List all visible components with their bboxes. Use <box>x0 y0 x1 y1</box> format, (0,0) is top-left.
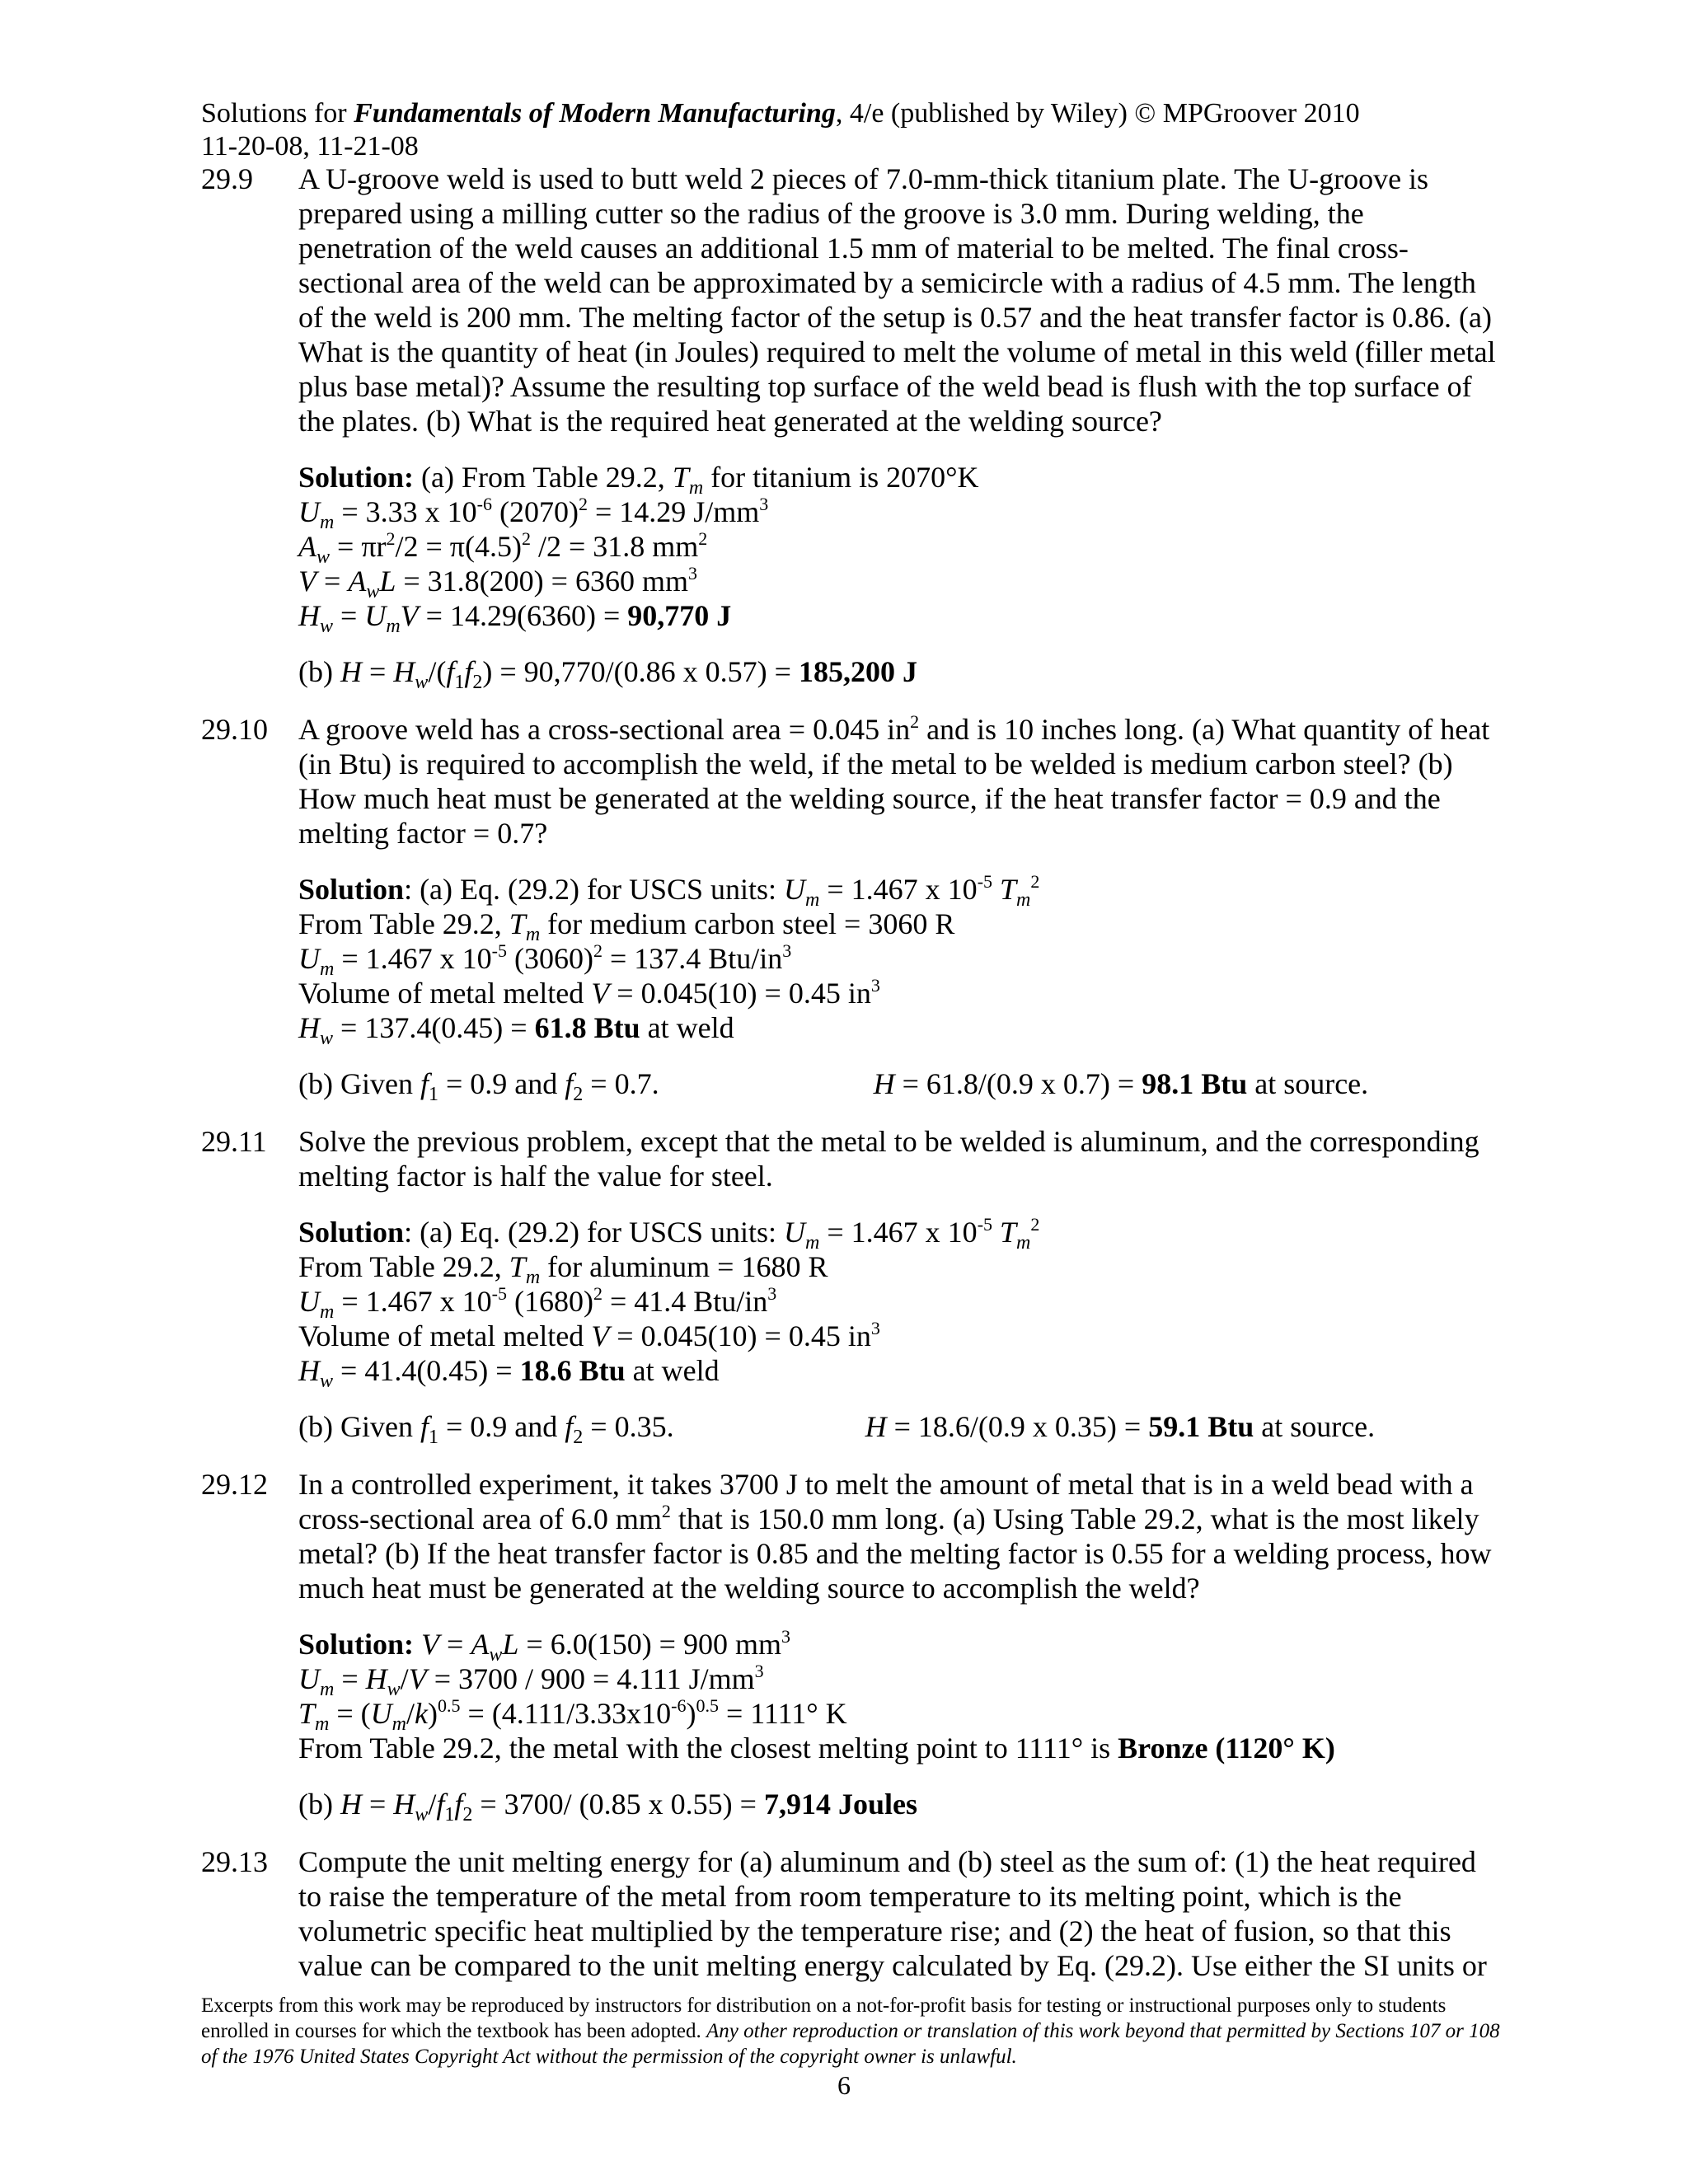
solution-block: Solution: $V = A_wL = 6.0(150) = 900$ $mm^3$ $U_m = H_w/V = 3700 / 900 = 4.111$ $J/mm^3$ $T_m = (U_m/k)^{0.5} = (4.111/3.33x10^{-6})^{0.5} = 1111^\circ$ K From Table 29.2, the metal with the closest melting point to 1111° is Bronze (1120° K) <box>298 1626 1335 1765</box>
solution-part-b: (b) Given $f_1 = 0.9$ and $f_2 = 0.7$. H = 61.8/(0.9 x 0.7) = 98.1 Btu at source. <box>298 1067 1369 1105</box>
answer-a: 90,770 J <box>627 599 732 632</box>
solution-label: Solution: <box>298 461 415 494</box>
problems-list <box>201 162 1503 1983</box>
solution-part-b: (b) $H = H_w/(f_1f_2) = 90,770/(0.86$ x 0.57) = 185,200 J <box>298 655 917 693</box>
answer-a: Bronze (1120° K) <box>1118 1732 1335 1765</box>
problem-statement: Solve the previous problem, except that the metal to be welded is aluminum, and the corresponding melting factor is half the value for steel. <box>298 1125 1479 1193</box>
solution-label: Solution: <box>298 1628 415 1661</box>
solution-block: Solution: (a) From Table 29.2, $T_m$ for titanium is 2070°K $U_m = 3.33$ x $10^{-6}$ $(2070)^2 = 14.29$ $J/mm^3$ $A_w = \pi r^2/2 = \pi(4.5)^2$ /2 = 31.8 $mm^2$ $V = A_wL = 31.8(200) = 6360$ $mm^3$ $H_w = U_mV = 14.29(6360) = 90,770$ J <box>298 461 979 637</box>
problem-29-12 <box>201 1467 1503 1844</box>
book-title: Fundamentals of Modern Manufacturing <box>354 98 836 129</box>
problem-statement: Compute the unit melting energy for (a) aluminum and (b) steel as the sum of: (1) the heat required to raise the temperature of the metal from room temperature to its melting point, which is the volumetric specific heat multiplied by the temperature rise; and (2) the heat of fusion, so that this value can be compared to the unit melting energy calculated by Eq. (29.2). Use either the SI units or <box>298 1845 1487 1982</box>
page-header <box>201 97 1360 163</box>
problem-statement: In a controlled experiment, it takes 3700 J to melt the amount of metal that is in a weld bead with a cross-sectional area of 6.0 $mm^2$ that is 150.0 mm long. (a) Using Table 29.2, what is the most likely metal? (b) If the heat transfer factor is 0.85 and the melting factor is 0.55 for a welding process, how much heat must be generated at the welding source to accomplish the weld? <box>298 1468 1492 1605</box>
problem-number: 29.11 <box>201 1125 267 1158</box>
page-number: 6 <box>837 2070 851 2100</box>
solution-part-b: (b) Given $f_1 = 0.9$ and $f_2 = 0.35$. H = 18.6/(0.9 x 0.35) = 59.1 Btu at source. <box>298 1410 1376 1448</box>
problem-29-10 <box>201 712 1503 1124</box>
problem-number: 29.13 <box>201 1845 268 1878</box>
solution-block: Solution: (a) Eq. (29.2) for USCS units: $U_m = 1.467$ x $10^{-5}$ $T_m^2$ From Table 29.2, $T_m$ for medium carbon steel = 3060 R $U_m = 1.467$ x $10^{-5}$ $(3060)^2 = 137.4$ Btu/$in^3$ Volume of metal melted V = 0.045(10) = 0.45 $in^3$ $H_w = 137.4(0.45) = 61.8$ Btu at weld <box>298 871 1040 1049</box>
problem-29-13 <box>201 1844 1503 1983</box>
answer-b: 7,914 Joules <box>763 1788 917 1821</box>
answer-b: 59.1 Btu <box>1148 1410 1254 1443</box>
header-dates: 11-20-08, 11-21-08 <box>201 131 419 162</box>
solution-label: Solution <box>298 1216 405 1249</box>
solution-label: Solution <box>298 873 405 906</box>
problem-number: 29.12 <box>201 1468 268 1501</box>
problem-29-9 <box>201 162 1503 712</box>
answer-a: 61.8 Btu <box>534 1011 640 1044</box>
problem-number: 29.9 <box>201 162 253 195</box>
header-title-line: Solutions for Fundamentals of Modern Manufacturing, 4/e (published by Wiley) © MPGroover 2010 <box>201 98 1360 129</box>
answer-a: 18.6 Btu <box>519 1354 626 1387</box>
answer-b: 98.1 Btu <box>1142 1067 1248 1100</box>
answer-b: 185,200 J <box>798 655 917 688</box>
copyright-footer: Excerpts from this work may be reproduced by instructors for distribution on a not-for-profit basis for testing or instructional purposes only to students enrolled in courses for which the textbook has been adopted. Any other reproduction or translation of this work beyond that permitted by Sections 107 or 108 of the 1976 United States Copyright Act without the permission of the copyright owner is unlawful. <box>201 1994 1500 2068</box>
problem-29-11 <box>201 1124 1503 1467</box>
solution-block: Solution: (a) Eq. (29.2) for USCS units: $U_m = 1.467$ x $10^{-5}$ $T_m^2$ From Table 29.2, $T_m$ for aluminum = 1680 R $U_m = 1.467$ x $10^{-5}$ $(1680)^2 = 41.4$ Btu/$in^3$ Volume of metal melted V = 0.045(10) = 0.45 $in^3$ $H_w = 41.4(0.45) = 18.6$ Btu at weld <box>298 1214 1040 1392</box>
problem-statement: A groove weld has a cross-sectional area = 0.045 $in^2$ and is 10 inches long. (a) What quantity of heat (in Btu) is required to accomplish the weld, if the metal to be welded is medium carbon steel? (b) How much heat must be generated at the welding source, if the heat transfer factor = 0.9 and the melting factor = 0.7? <box>298 711 1490 850</box>
solution-part-b: (b) $H = H_w/f_1f_2 = 3700/$ (0.85 x 0.55) = 7,914 Joules <box>298 1788 917 1825</box>
problem-number: 29.10 <box>201 713 268 746</box>
problem-statement: A U-groove weld is used to butt weld 2 pieces of 7.0-mm-thick titanium plate. The U-groove is prepared using a milling cutter so the radius of the groove is 3.0 mm. During welding, the penetration of the weld causes an additional 1.5 mm of material to be melted. The final cross-sectional area of the weld can be approximated by a semicircle with a radius of 4.5 mm. The length of the weld is 200 mm. The melting factor of the setup is 0.57 and the heat transfer factor is 0.86. (a) What is the quantity of heat (in Joules) required to melt the volume of metal in this weld (filler metal plus base metal)? Assume the resulting top surface of the weld bead is flush with the top surface of the plates. (b) What is the required heat generated at the welding source? <box>298 162 1496 438</box>
